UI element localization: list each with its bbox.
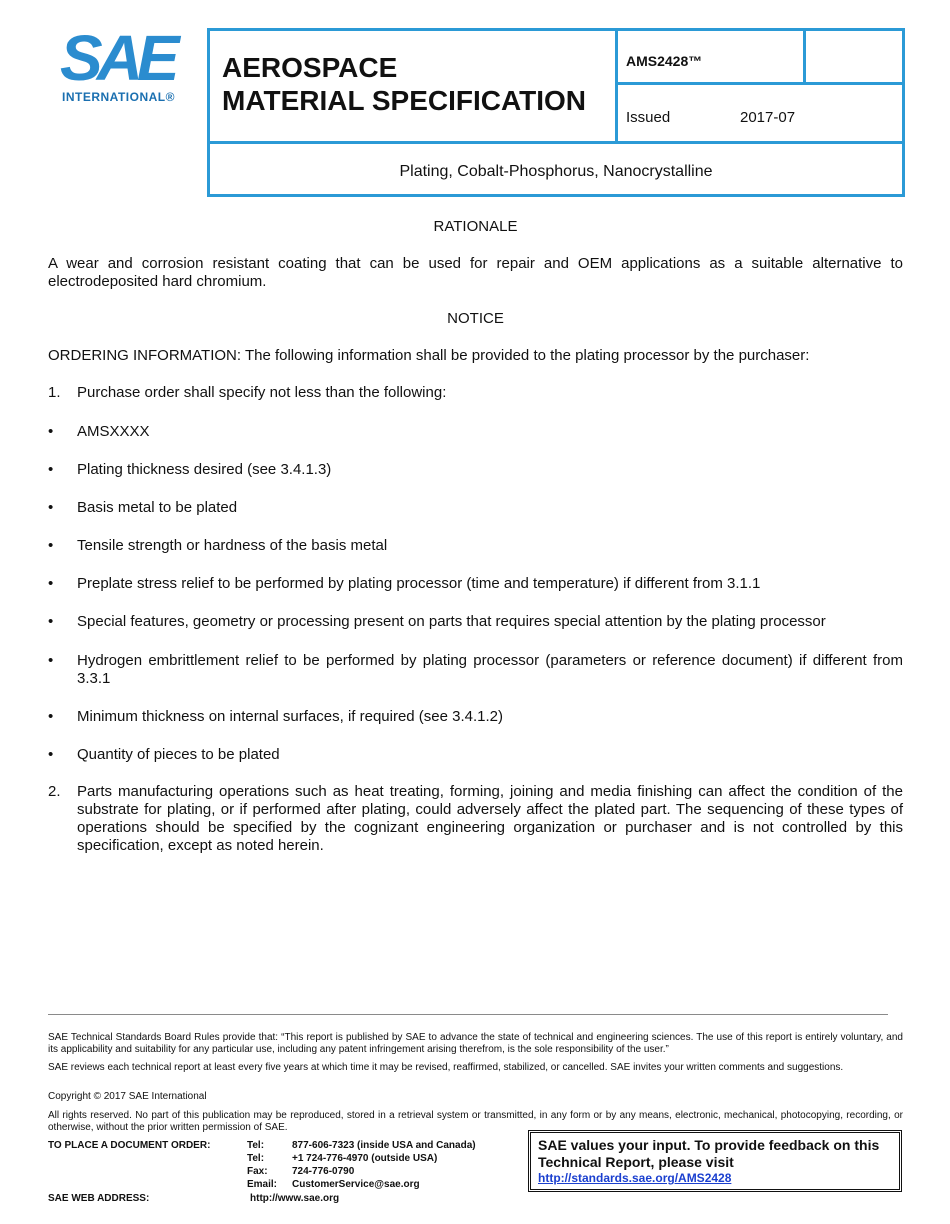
bullet-icon: • xyxy=(48,575,54,592)
rationale-text: A wear and corrosion resistant coating that can be used for repair and OEM applications as a suitable alternative to electrodeposited hard chromium. xyxy=(48,255,903,290)
title-line-1: AEROSPACE xyxy=(222,52,398,83)
contact-phone-international: +1 724-776-4970 (outside USA) xyxy=(292,1153,438,1164)
bullet-text: Quantity of pieces to be plated xyxy=(77,746,280,763)
sae-logo xyxy=(58,22,188,108)
item-number: 2. xyxy=(48,783,61,800)
bullet-icon: • xyxy=(48,499,54,516)
web-address-link[interactable]: http://www.sae.org xyxy=(250,1193,340,1204)
bullet-text: Minimum thickness on internal surfaces, if required (see 3.4.1.2) xyxy=(77,708,504,725)
bullet-icon: • xyxy=(48,423,54,440)
sae-logo-mark: SAE xyxy=(60,22,174,94)
bullet-icon: • xyxy=(48,746,54,763)
footer-review-text: SAE reviews each technical report at least every five years at which time it may be revised, reaffirmed, stabilized, or cancelled. SAE invites your written comments and suggestions. xyxy=(48,1062,844,1073)
bullet-icon: • xyxy=(48,613,54,630)
footer-rules-text: SAE Technical Standards Board Rules provide that: “This report is published by SAE to advance the state of technical and engineering sciences. The use of this report is entirely voluntary, and its applicability and suitability for any particular use, including any patent infringement arising therefrom, is the sole responsibility of the user.” xyxy=(48,1032,903,1055)
ordering-information-intro: ORDERING INFORMATION: The following information shall be provided to the plating processor by the purchaser: xyxy=(48,347,810,364)
contact-label: Email: xyxy=(247,1179,278,1190)
contact-label: Tel: xyxy=(247,1153,265,1164)
document-type-title xyxy=(222,51,586,117)
web-address-label: SAE WEB ADDRESS: xyxy=(48,1193,150,1204)
bullet-icon: • xyxy=(48,652,54,669)
document-subject: Plating, Cobalt-Phosphorus, Nanocrystalline xyxy=(399,163,713,180)
bullet-text: Tensile strength or hardness of the basis metal xyxy=(77,537,388,554)
document-number: AMS2428™ xyxy=(626,53,703,69)
contact-fax: 724-776-0790 xyxy=(292,1166,355,1177)
bullet-text: Plating thickness desired (see 3.4.1.3) xyxy=(77,461,332,478)
order-label: TO PLACE A DOCUMENT ORDER: xyxy=(48,1140,211,1151)
item-text: Purchase order shall specify not less than the following: xyxy=(77,384,447,401)
issued-date: 2017-07 xyxy=(740,109,796,126)
feedback-box xyxy=(528,1130,902,1192)
bullet-text: Special features, geometry or processing present on parts that requires special attention by the plating processor xyxy=(77,613,826,630)
spec-header-box xyxy=(207,28,905,197)
contact-phone-domestic: 877-606-7323 (inside USA and Canada) xyxy=(292,1140,476,1151)
item-text: Parts manufacturing operations such as heat treating, forming, joining and media finishing can affect the condition of the substrate for plating, or if performed after plating, could adversely affect the plated part. The sequencing of these types of operations should be specified by the cognizant engineering organization or purchaser and is not controlled by this specification, except as noted herein. xyxy=(77,783,903,854)
item-number: 1. xyxy=(48,384,61,401)
bullet-icon: • xyxy=(48,537,54,554)
rationale-heading: RATIONALE xyxy=(433,218,518,235)
footer-divider xyxy=(48,1014,888,1015)
sae-logo-subtitle: INTERNATIONAL® xyxy=(62,90,175,104)
bullet-text: Hydrogen embrittlement relief to be performed by plating processor (parameters or reference document) if different from 3.3.1 xyxy=(77,652,903,687)
issued-label: Issued xyxy=(626,109,671,126)
notice-heading: NOTICE xyxy=(447,310,504,327)
bullet-icon: • xyxy=(48,708,54,725)
bullet-icon: • xyxy=(48,461,54,478)
footer-copyright: Copyright © 2017 SAE International xyxy=(48,1091,207,1102)
bullet-text: AMSXXXX xyxy=(77,423,150,440)
contact-label: Tel: xyxy=(247,1140,265,1151)
feedback-link[interactable]: http://standards.sae.org/AMS2428 xyxy=(538,1171,732,1185)
bullet-text: Preplate stress relief to be performed by plating processor (time and temperature) if different from 3.1.1 xyxy=(77,575,761,592)
contact-email[interactable]: CustomerService@sae.org xyxy=(292,1179,420,1190)
footer-rights-text: All rights reserved. No part of this publication may be reproduced, stored in a retrieval system or transmitted, in any form or by any means, electronic, mechanical, photocopying, recording, or otherwise, without the prior written permission of SAE. xyxy=(48,1110,903,1133)
bullet-text: Basis metal to be plated xyxy=(77,499,238,516)
feedback-text: SAE values your input. To provide feedback on this Technical Report, please visit xyxy=(538,1137,880,1170)
title-line-2: MATERIAL SPECIFICATION xyxy=(222,85,586,116)
contact-label: Fax: xyxy=(247,1166,268,1177)
